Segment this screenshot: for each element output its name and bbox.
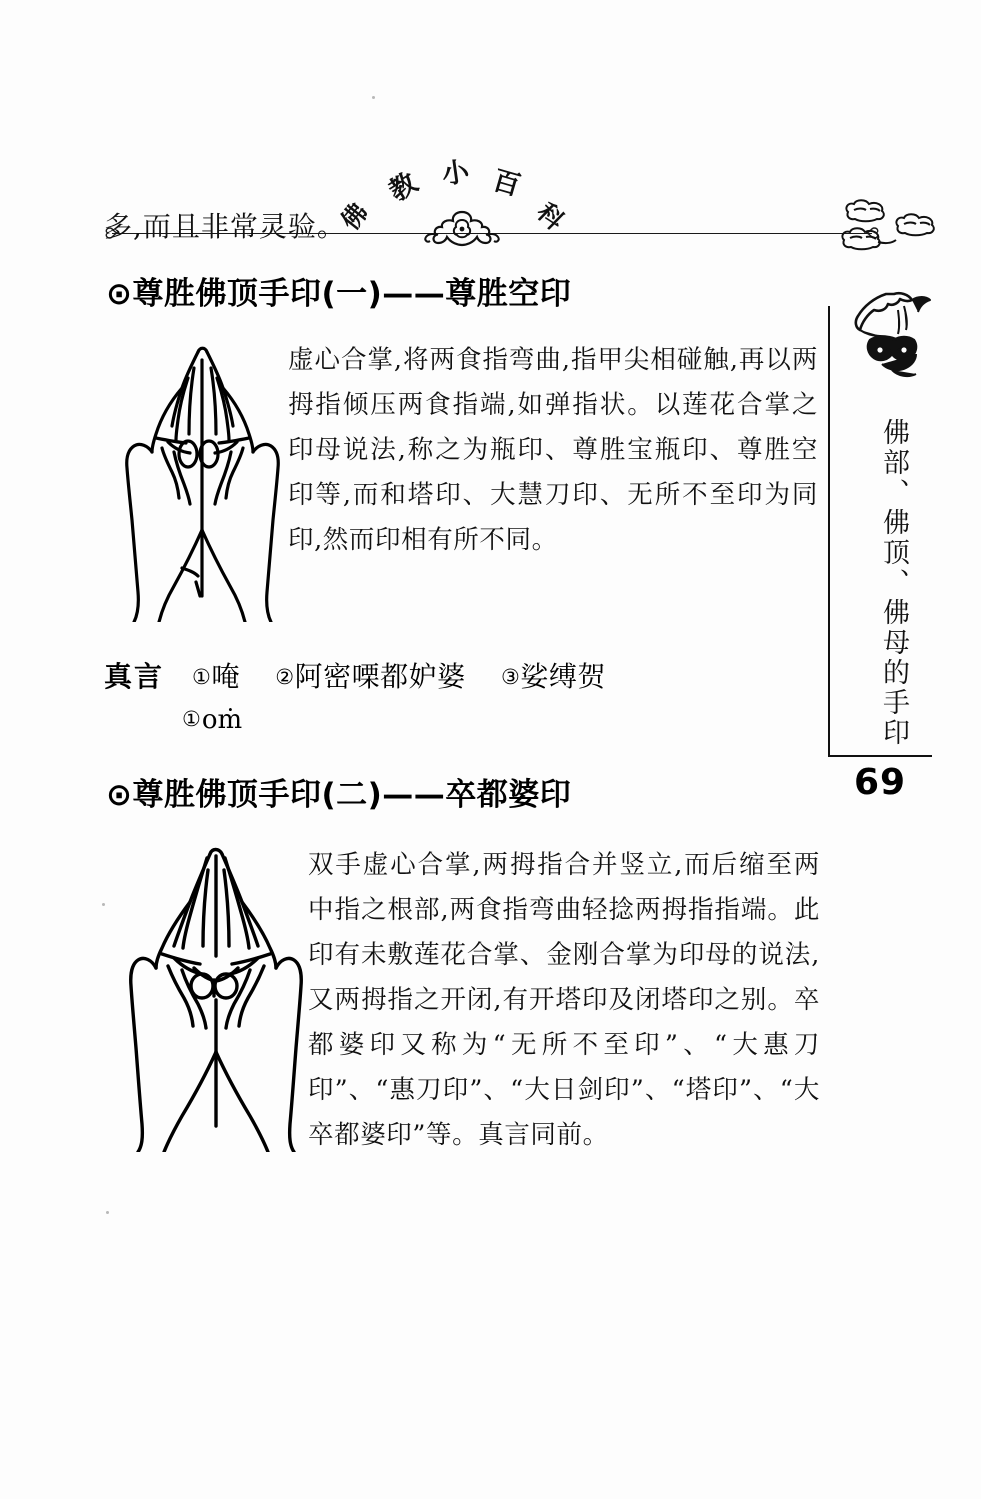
book-title-char: 教 — [383, 167, 424, 208]
mantra-translit-number: ① — [182, 707, 201, 731]
mantra-block — [104, 655, 704, 735]
mantra-item-text: 娑缚贺 — [520, 660, 606, 693]
mantra-item — [192, 660, 240, 693]
mudra-illustration-1 — [112, 330, 292, 622]
right-margin — [826, 0, 981, 1499]
book-title-char: 小 — [439, 156, 472, 191]
mantra-item — [501, 660, 606, 693]
margin-horizontal-rule — [828, 755, 932, 757]
mantra-item-number: ② — [275, 665, 295, 689]
mantra-item-text: 唵 — [211, 660, 240, 693]
section-heading-2: ⊙尊胜佛顶手印(二)——卒都婆印 — [106, 777, 572, 813]
mantra-translit-text: oṁ — [201, 705, 243, 735]
mantra-row — [104, 655, 704, 695]
cloud-motif-icon — [838, 196, 954, 268]
mantra-item-number: ③ — [501, 665, 521, 689]
scan-speck — [102, 903, 105, 906]
continuation-line: 多,而且非常灵验。 — [104, 210, 346, 243]
running-head-vertical: 佛部、佛顶、佛母的手印 — [878, 418, 909, 748]
section-body-2: 双手虚心合掌,两拇指合并竖立,而后缩至两中指之根部,两食指弯曲轻捻两拇指指端。此印有未敷莲花合掌、金刚合掌为印母的说法,又两拇指之开闭,有开塔印及闭塔印之别。卒都婆印又称为“无所不至印”、“大惠刀印”、“惠刀印”、“大日剑印”、“塔印”、“大卒都婆印”等。真言同前。 — [308, 850, 820, 1150]
section-body-1: 虚心合掌,将两食指弯曲,指甲尖相碰触,再以两拇指倾压两食指端,如弹指状。以莲花合掌之印母说法,称之为瓶印、尊胜宝瓶印、尊胜空印等,而和塔印、大慧刀印、无所不至印为同印,然而印相有所不同。 — [288, 345, 818, 555]
book-title-char: 佛 — [335, 197, 374, 236]
mantra-item-text: 阿密㗚都妒婆 — [294, 660, 466, 693]
scan-speck — [106, 1211, 109, 1214]
mantra-item — [275, 660, 465, 693]
deity-hand-ornament-icon — [842, 288, 946, 388]
section-heading-1: ⊙尊胜佛顶手印(一)——尊胜空印 — [106, 276, 572, 312]
book-title-char: 科 — [531, 197, 570, 236]
scan-speck — [372, 96, 375, 99]
margin-vertical-rule — [828, 306, 830, 756]
mantra-item-number: ① — [192, 665, 212, 689]
mantra-transliteration-row — [182, 705, 704, 735]
mudra-illustration-2 — [122, 840, 314, 1152]
mantra-items — [192, 655, 632, 695]
mantra-label: 真言 — [104, 660, 165, 693]
book-title-char: 百 — [489, 164, 524, 203]
page-number: 69 — [854, 762, 907, 803]
